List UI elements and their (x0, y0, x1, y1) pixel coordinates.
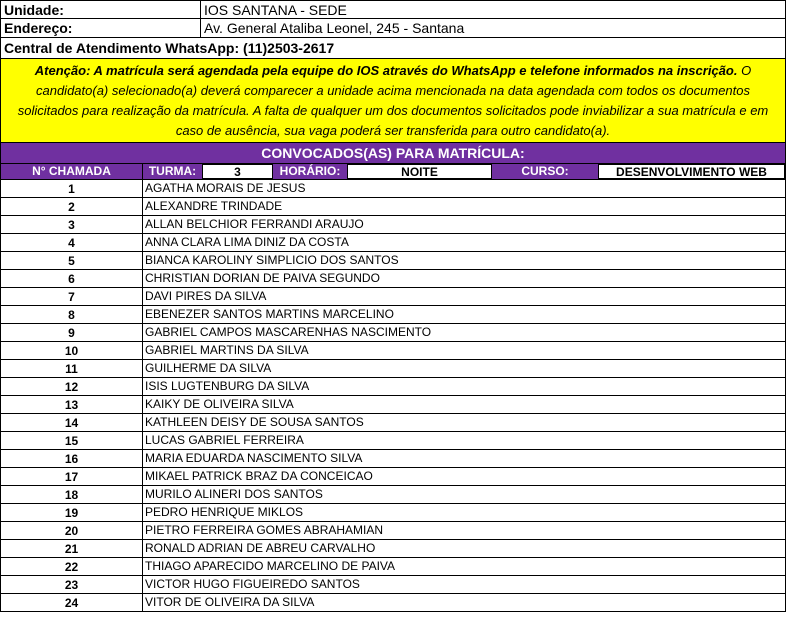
chamada-number: 14 (1, 414, 143, 431)
table-row (1, 252, 785, 270)
central-atendimento: Central de Atendimento WhatsApp: (11)2503-2617 (0, 38, 786, 59)
candidate-name: RONALD ADRIAN DE ABREU CARVALHO (145, 541, 376, 555)
endereco-label: Endereço: (1, 19, 201, 37)
table-header (0, 164, 786, 180)
candidate-name: LUCAS GABRIEL FERREIRA (145, 433, 304, 447)
candidate-name: PEDRO HENRIQUE MIKLOS (145, 505, 304, 519)
chamada-number: 16 (1, 450, 143, 467)
table-row (1, 216, 785, 234)
table-title: CONVOCADOS(AS) PARA MATRÍCULA: (0, 143, 786, 164)
table-row (1, 324, 785, 342)
table-row (1, 180, 785, 198)
candidate-name: GABRIEL CAMPOS MASCARENHAS NASCIMENTO (145, 325, 432, 339)
candidate-name: VITOR DE OLIVEIRA DA SILVA (145, 595, 315, 609)
unidade-row (0, 0, 786, 19)
candidate-name: DAVI PIRES DA SILVA (145, 289, 267, 303)
chamada-number: 6 (1, 270, 143, 287)
candidate-name: AGATHA MORAIS DE JESUS (145, 181, 306, 195)
table-row (1, 342, 785, 360)
chamada-number: 11 (1, 360, 143, 377)
candidate-name: ANNA CLARA LIMA DINIZ DA COSTA (145, 235, 349, 249)
candidate-name: MARIA EDUARDA NASCIMENTO SILVA (145, 451, 363, 465)
table-row (1, 288, 785, 306)
table-row (1, 486, 785, 504)
unidade-label: Unidade: (1, 1, 201, 18)
candidate-name: ISIS LUGTENBURG DA SILVA (145, 379, 310, 393)
chamada-number: 2 (1, 198, 143, 215)
candidate-name: THIAGO APARECIDO MARCELINO DE PAIVA (145, 559, 396, 573)
table-row (1, 234, 785, 252)
table-row (1, 414, 785, 432)
candidate-name: GABRIEL MARTINS DA SILVA (145, 343, 309, 357)
table-row (1, 558, 785, 576)
table-row (1, 522, 785, 540)
chamada-number: 3 (1, 216, 143, 233)
candidate-name: VICTOR HUGO FIGUEIREDO SANTOS (145, 577, 360, 591)
candidate-name: GUILHERME DA SILVA (145, 361, 272, 375)
table-row (1, 360, 785, 378)
turma-label: TURMA: (148, 164, 197, 178)
table-row (1, 378, 785, 396)
table-row (1, 504, 785, 522)
chamada-number: 23 (1, 576, 143, 593)
chamada-number: 7 (1, 288, 143, 305)
table-row (1, 198, 785, 216)
horario-label: HORÁRIO: (279, 164, 341, 178)
chamada-number: 5 (1, 252, 143, 269)
chamada-number: 20 (1, 522, 143, 539)
candidate-name: KAIKY DE OLIVEIRA SILVA (145, 397, 294, 411)
chamada-number: 4 (1, 234, 143, 251)
candidate-name: EBENEZER SANTOS MARTINS MARCELINO (145, 307, 394, 321)
table-row (1, 468, 785, 486)
chamada-number: 8 (1, 306, 143, 323)
chamada-number: 21 (1, 540, 143, 557)
candidate-name: MIKAEL PATRICK BRAZ DA CONCEICAO (145, 469, 373, 483)
chamada-number: 18 (1, 486, 143, 503)
chamada-number: 9 (1, 324, 143, 341)
chamada-number: 19 (1, 504, 143, 521)
notice-text: O candidato(a) selecionado(a) deverá comparecer a unidade acima mencionada na data agendada com todos os documentos solicitados para realização da matrícula. A falta de qualquer um dos documentos solicitados pode inviabilizar a sua matrícula e em caso de ausência, sua vaga poderá ser transferida para outro candidato(a). (17, 63, 769, 138)
notice-bold-text: Atenção: A matrícula será agendada pela equipe do IOS através do WhatsApp e telefone informados na inscrição. (34, 63, 738, 78)
candidate-name: ALLAN BELCHIOR FERRANDI ARAUJO (145, 217, 364, 231)
chamada-number: 10 (1, 342, 143, 359)
curso-label: CURSO: (521, 164, 569, 178)
unidade-value: IOS SANTANA - SEDE (204, 2, 347, 18)
candidate-name: BIANCA KAROLINY SIMPLICIO DOS SANTOS (145, 253, 399, 267)
table-row (1, 270, 785, 288)
table-row (1, 306, 785, 324)
candidate-list (0, 180, 786, 612)
chamada-number: 24 (1, 594, 143, 611)
table-row (1, 576, 785, 594)
endereco-row (0, 19, 786, 38)
endereco-value: Av. General Ataliba Leonel, 245 - Santana (204, 20, 465, 36)
table-row (1, 432, 785, 450)
turma-value: 3 (202, 164, 273, 179)
chamada-number: 22 (1, 558, 143, 575)
chamada-number: 15 (1, 432, 143, 449)
col-numero-header: N° CHAMADA (1, 164, 143, 179)
table-row (1, 594, 785, 612)
horario-value: NOITE (347, 164, 492, 179)
table-row (1, 450, 785, 468)
candidate-name: MURILO ALINERI DOS SANTOS (145, 487, 323, 501)
candidate-name: KATHLEEN DEISY DE SOUSA SANTOS (145, 415, 364, 429)
candidate-name: PIETRO FERREIRA GOMES ABRAHAMIAN (145, 523, 384, 537)
notice-box (0, 59, 786, 143)
candidate-name: ALEXANDRE TRINDADE (145, 199, 283, 213)
chamada-number: 13 (1, 396, 143, 413)
table-row (1, 396, 785, 414)
curso-value: DESENVOLVIMENTO WEB (598, 164, 785, 179)
chamada-number: 12 (1, 378, 143, 395)
chamada-number: 17 (1, 468, 143, 485)
candidate-name: CHRISTIAN DORIAN DE PAIVA SEGUNDO (145, 271, 380, 285)
chamada-number: 1 (1, 180, 143, 197)
table-row (1, 540, 785, 558)
